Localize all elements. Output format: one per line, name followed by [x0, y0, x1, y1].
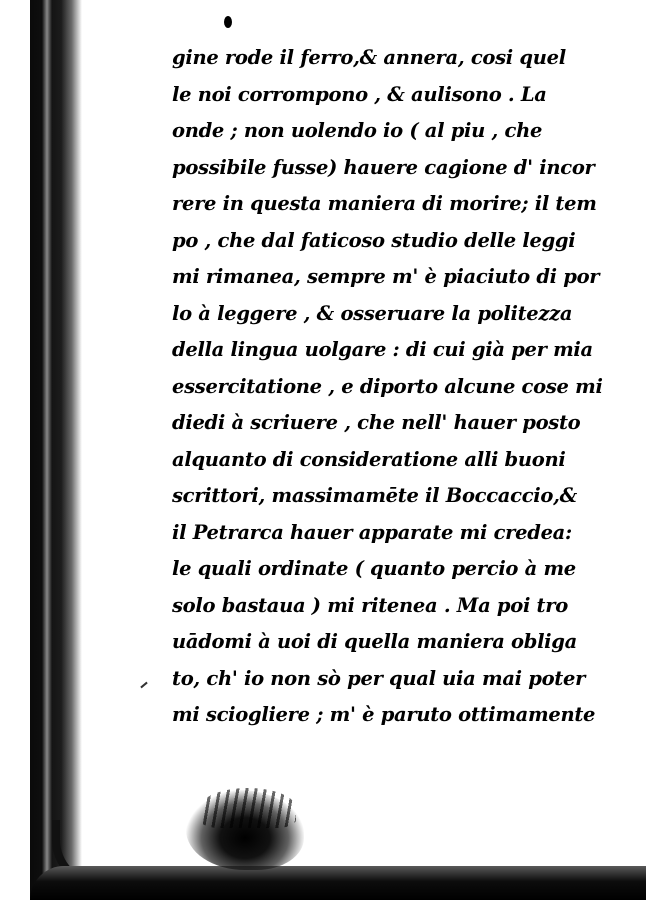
- text-line: to, ch' io non sò per qual uia mai poter: [172, 666, 586, 690]
- stray-ink-mark: [140, 682, 147, 689]
- text-line: possibile fusse) hauere cagione d' incor: [172, 155, 595, 179]
- page-bottom-edge: [30, 866, 646, 900]
- binding-highlight: [42, 0, 52, 900]
- text-line: mi rimanea, sempre m' è piaciuto di por: [172, 265, 600, 288]
- text-line: il Petrarca hauer apparate mi credea:: [172, 520, 572, 544]
- text-line: uādomi à uoi di quella maniera obliga: [172, 630, 577, 653]
- text-line: diedi à scriuere , che nell' hauer posto: [172, 411, 581, 434]
- text-line: le noi corrompono , & aulisono . La: [172, 82, 547, 106]
- text-line: mi sciogliere ; m' è paruto ottimamente: [172, 703, 596, 726]
- ink-smudge-texture: [200, 788, 296, 828]
- ink-dot-mark: [224, 16, 232, 28]
- text-line: lo à leggere , & osseruare la politezza: [172, 301, 573, 325]
- text-line: le quali ordinate ( quanto percio à me: [172, 557, 576, 580]
- text-line: essercitatione , e diporto alcune cose mi: [172, 374, 603, 398]
- text-line: della lingua uolgare : di cui già per mia: [172, 338, 593, 361]
- text-line: solo bastaua ) mi ritenea . Ma poi tro: [172, 593, 568, 617]
- text-line: onde ; non uolendo io ( al piu , che: [172, 119, 543, 142]
- text-line: alquanto di consideratione alli buoni: [172, 447, 566, 471]
- text-line: gine rode il ferro,& annera, cosi quel: [172, 46, 566, 69]
- text-line: rere in questa maniera di morire; il tem: [172, 192, 597, 215]
- body-text: [172, 40, 612, 734]
- text-line: po , che dal faticoso studio delle leggi: [172, 228, 576, 252]
- text-line: scrittori, massimamēte il Boccaccio,&: [172, 484, 577, 507]
- page-binding-shadow: [30, 0, 82, 900]
